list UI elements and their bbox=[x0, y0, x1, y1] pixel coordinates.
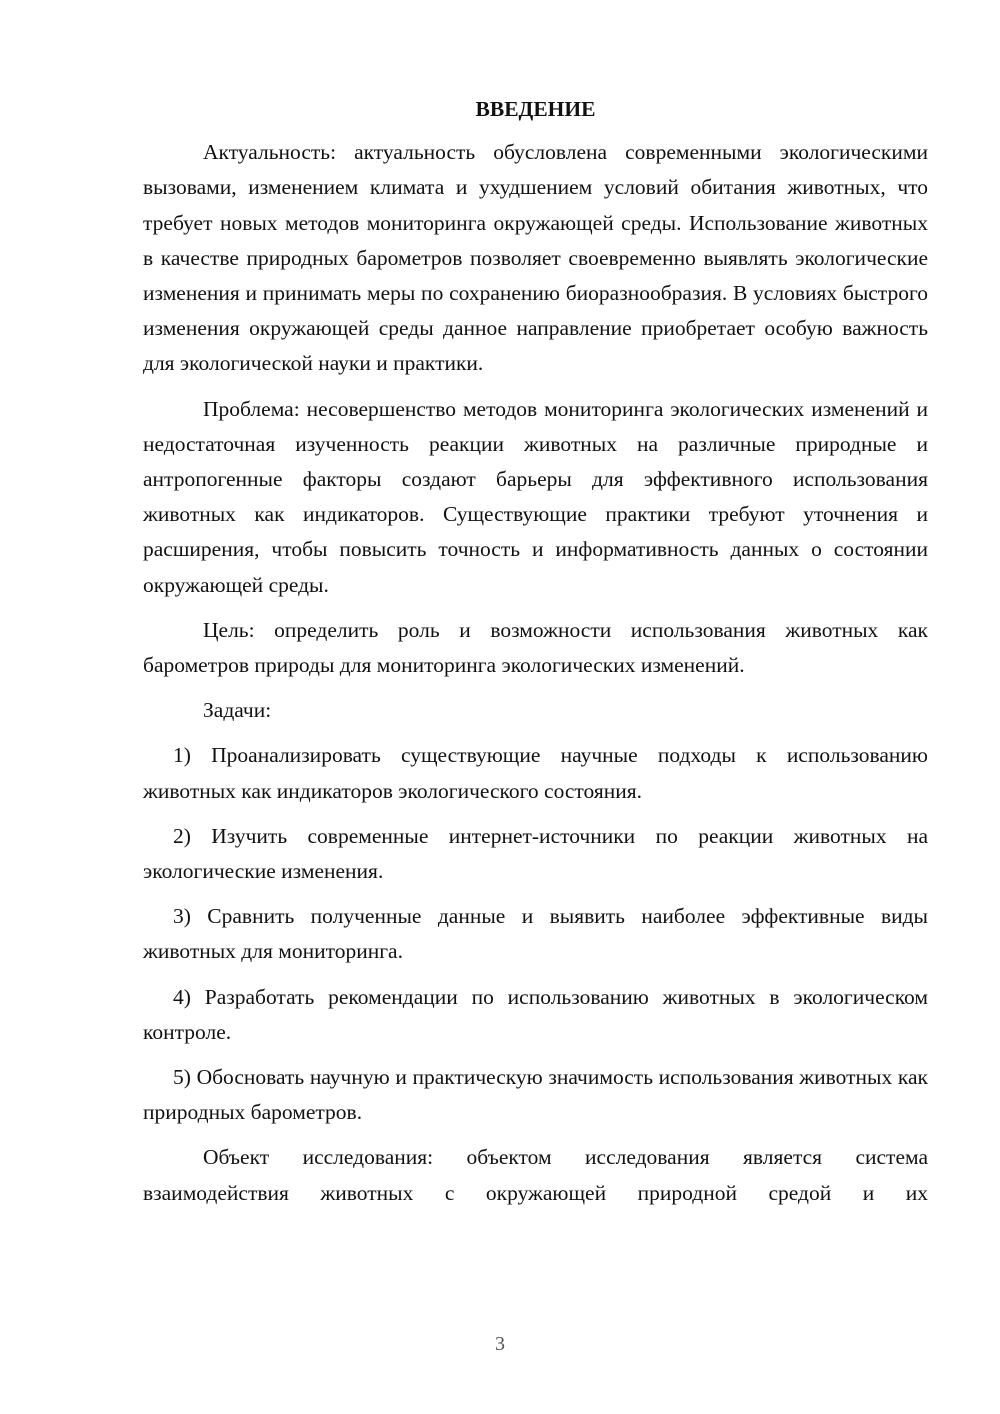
task-item-5: 5) Обосновать научную и практическую значимость использования животных как природных барометров. bbox=[143, 1065, 928, 1125]
page-number: 3 bbox=[495, 1333, 505, 1355]
paragraph-object: Объект исследования: объектом исследования является система взаимодействия животных с окружающей природной средой и их bbox=[143, 1145, 928, 1205]
paragraph-relevance: Актуальность: актуальность обусловлена современными экологическими вызовами, изменением климата и ухудшением условий обитания животных, что требует новых методов мониторинга окружающей среды. Использование животных в качестве природных барометров позволяет своевременно выявлять экологические изменения и принимать меры по сохранению биоразнообразия. В условиях быстрого изменения окружающей среды данное направление приобретает особую важность для экологической науки и практики. bbox=[143, 140, 928, 376]
task-item-1: 1) Проанализировать существующие научные подходы к использованию животных как индикаторов экологического состояния. bbox=[143, 743, 928, 803]
paragraph-goal: Цель: определить роль и возможности использования животных как барометров природы для мониторинга экологических изменений. bbox=[143, 617, 928, 678]
paragraph-problem: Проблема: несовершенство методов мониторинга экологических изменений и недостаточная изученность реакции животных на различные природные и антропогенные факторы создают барьеры для эффективного использования животных как индикаторов. Существующие практики требуют уточнения и расширения, чтобы повысить точность и информативность данных о состоянии окружающей среды. bbox=[143, 396, 928, 597]
paragraph-tasks-heading: Задачи: bbox=[203, 698, 272, 723]
task-item-3: 3) Сравнить полученные данные и выявить наиболее эффективные виды животных для мониторинга. bbox=[143, 904, 928, 964]
page-title: ВВЕДЕНИЕ bbox=[475, 97, 596, 121]
page-content bbox=[143, 92, 928, 1211]
task-item-2: 2) Изучить современные интернет-источники по реакции животных на экологические изменения. bbox=[143, 823, 928, 884]
task-item-4: 4) Разработать рекомендации по использованию животных в экологическом контроле. bbox=[143, 984, 928, 1044]
